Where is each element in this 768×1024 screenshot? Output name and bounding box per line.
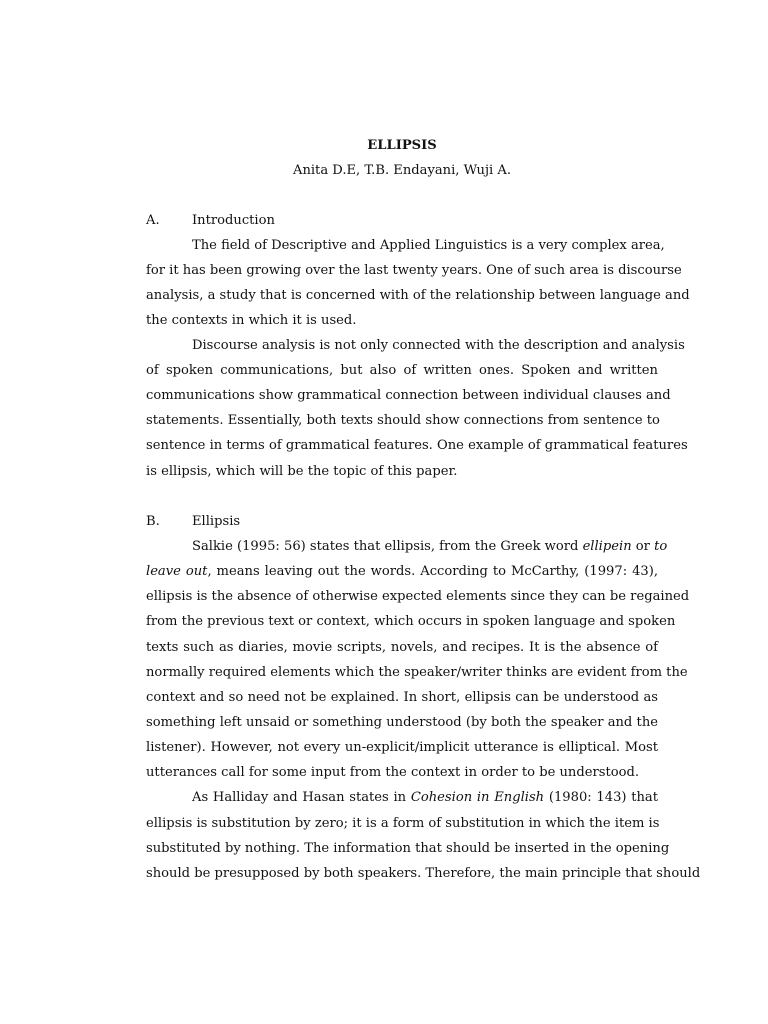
paragraph-line: Discourse analysis is not only connected with the description and analysis — [192, 338, 685, 353]
section-b-letter: B. — [146, 514, 160, 529]
paragraph-line: texts such as diaries, movie scripts, novels, and recipes. It is the absence of — [146, 640, 658, 655]
paragraph-line: is ellipsis, which will be the topic of this paper. — [146, 464, 458, 479]
paragraph-line: context and so need not be explained. In short, ellipsis can be understood as — [146, 690, 658, 705]
paragraph-line: from the previous text or context, which occurs in spoken language and spoken — [146, 614, 676, 629]
book-title: Cohesion in English — [410, 790, 545, 805]
paragraph-line: statements. Essentially, both texts should show connections from sentence to — [146, 413, 660, 428]
paragraph-line: normally required elements which the speaker/writer thinks are evident from the — [146, 665, 688, 680]
paragraph-line: for it has been growing over the last twenty years. One of such area is discourse — [146, 263, 682, 278]
section-b-title: Ellipsis — [192, 514, 241, 529]
paragraph-line — [146, 788, 658, 808]
page-title: ELLIPSIS — [367, 138, 437, 153]
paragraph-line: analysis, a study that is concerned with of the relationship between language and — [146, 288, 690, 303]
paragraph-line: the contexts in which it is used. — [146, 313, 357, 328]
paragraph-line: something left unsaid or something understood (by both the speaker and the — [146, 715, 658, 730]
authors: Anita D.E, T.B. Endayani, Wuji A. — [292, 163, 511, 178]
italic-term: ellipein — [582, 539, 632, 554]
text-run: (1980: 143) that — [544, 790, 659, 805]
section-a-title: Introduction — [192, 213, 275, 228]
text-run: , means leaving out the words. According to McCarthy, (1997: 43), — [207, 564, 658, 579]
section-a-letter: A. — [146, 213, 160, 228]
paragraph-line: ellipsis is the absence of otherwise expected elements since they can be regained — [146, 589, 690, 604]
text-run: Salkie (1995: 56) states that ellipsis, from the Greek word — [192, 539, 583, 554]
paragraph-line: should be presupposed by both speakers. Therefore, the main principle that should — [146, 866, 701, 881]
paragraph-line: listener). However, not every un-explicit/implicit utterance is elliptical. Most — [146, 740, 658, 755]
paragraph-line: ellipsis is substitution by zero; it is a form of substitution in which the item is — [146, 816, 660, 831]
paragraph-line: The field of Descriptive and Applied Linguistics is a very complex area, — [192, 238, 665, 253]
italic-term: leave out — [146, 564, 208, 579]
paragraph-line: utterances call for some input from the context in order to be understood. — [146, 765, 640, 780]
paragraph-line: of spoken communications, but also of written ones. Spoken and written — [146, 363, 658, 378]
text-run: As Halliday and Hasan states in — [192, 790, 411, 805]
paragraph-line: sentence in terms of grammatical features. One example of grammatical features — [146, 438, 688, 453]
text-run: or — [631, 539, 655, 554]
paragraph-line — [146, 537, 668, 557]
paragraph-line — [146, 562, 658, 582]
italic-term: to — [654, 539, 668, 554]
paragraph-line: communications show grammatical connection between individual clauses and — [146, 388, 671, 403]
paragraph-line: substituted by nothing. The information that should be inserted in the opening — [146, 841, 670, 856]
